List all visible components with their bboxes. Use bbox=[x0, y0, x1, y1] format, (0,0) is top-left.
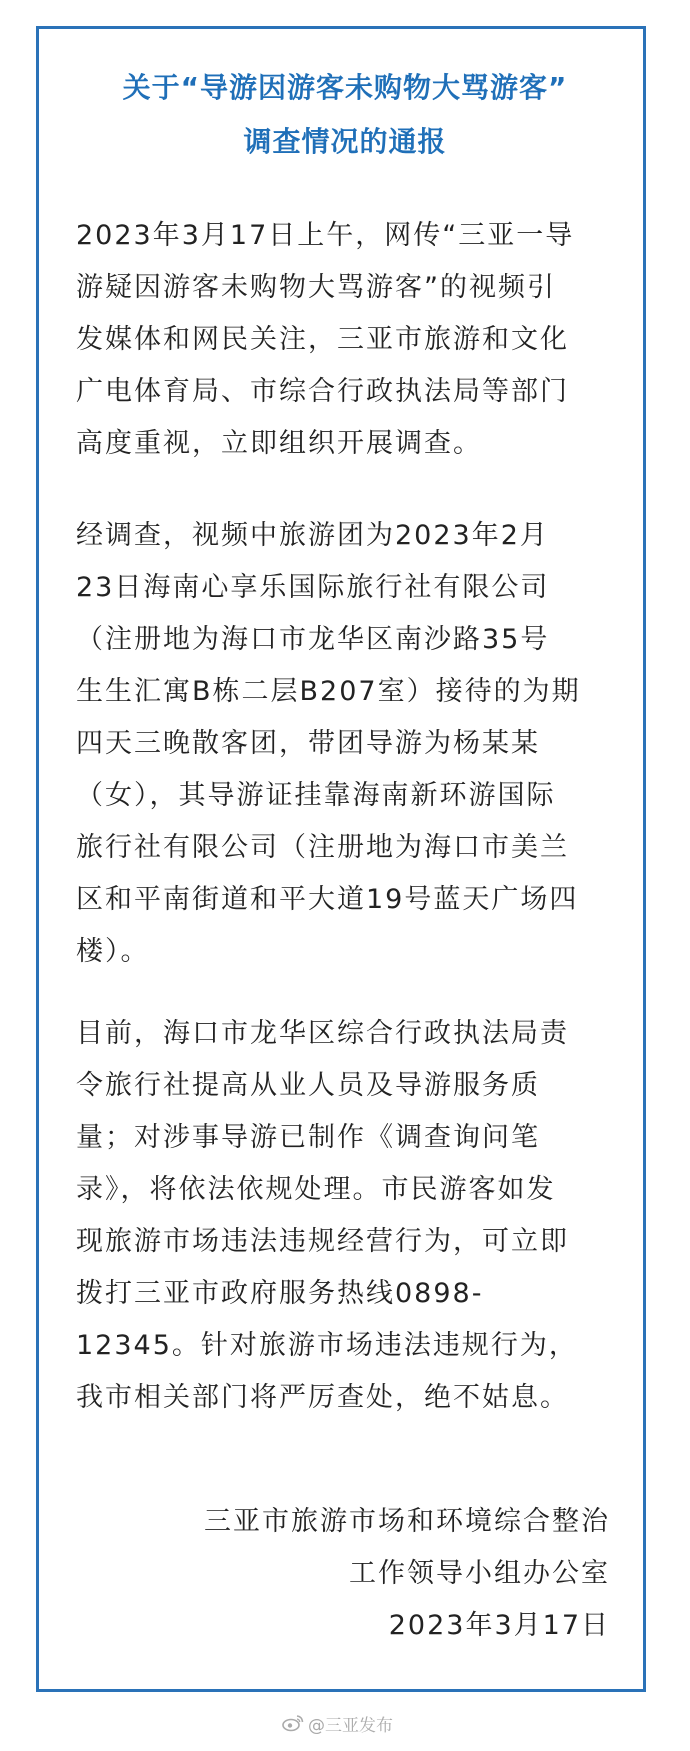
signature-org-line-2: 工作领导小组办公室 bbox=[349, 1558, 610, 1589]
paragraph-investigation bbox=[76, 510, 616, 978]
paragraph-line: 录》，将依法依规处理。市民游客如发 bbox=[76, 1174, 556, 1205]
weibo-watermark bbox=[282, 1710, 393, 1736]
paragraph-line: 我市相关部门将严厉查处，绝不姑息。 bbox=[76, 1382, 569, 1413]
paragraph-line: 量；对涉事导游已制作《调查询问笔 bbox=[76, 1122, 540, 1153]
paragraph-line: 游疑因游客未购物大骂游客”的视频引 bbox=[76, 272, 556, 303]
paragraph-line: 生生汇寓B栋二层B207室）接待的为期 bbox=[76, 676, 581, 707]
paragraph-line: （注册地为海口市龙华区南沙路35号 bbox=[76, 624, 550, 655]
paragraph-line: 12345。针对旅游市场违法违规行为， bbox=[76, 1330, 578, 1361]
weibo-icon bbox=[282, 1714, 304, 1732]
notice-title-line-2: 调查情况的通报 bbox=[243, 125, 447, 158]
paragraph-line: 令旅行社提高从业人员及导游服务质 bbox=[76, 1070, 540, 1101]
paragraph-line: 四天三晚散客团，带团导游为杨某某 bbox=[76, 728, 540, 759]
paragraph-line: 广电体育局、市综合行政执法局等部门 bbox=[76, 376, 569, 407]
paragraph-line: 经调查，视频中旅游团为2023年2月 bbox=[76, 520, 549, 551]
paragraph-line: 发媒体和网民关注，三亚市旅游和文化 bbox=[76, 324, 569, 355]
paragraph-intro bbox=[76, 210, 616, 470]
paragraph-line: 楼）。 bbox=[76, 936, 150, 967]
watermark-account-name: @三亚发布 bbox=[308, 1715, 393, 1736]
paragraph-line: （女），其导游证挂靠海南新环游国际 bbox=[76, 780, 556, 811]
paragraph-line: 现旅游市场违法违规经营行为，可立即 bbox=[76, 1226, 569, 1257]
paragraph-line: 拨打三亚市政府服务热线0898- bbox=[76, 1278, 484, 1309]
paragraph-line: 23日海南心享乐国际旅行社有限公司 bbox=[76, 572, 550, 603]
paragraph-measures bbox=[76, 1008, 616, 1424]
paragraph-line: 区和平南街道和平大道19号蓝天广场四 bbox=[76, 884, 579, 915]
signature-date: 2023年3月17日 bbox=[388, 1610, 610, 1641]
paragraph-line: 旅行社有限公司（注册地为海口市美兰 bbox=[76, 832, 569, 863]
signature-org-line-1: 三亚市旅游市场和环境综合整治 bbox=[204, 1506, 610, 1537]
paragraph-line: 高度重视，立即组织开展调查。 bbox=[76, 428, 482, 459]
paragraph-line: 目前，海口市龙华区综合行政执法局责 bbox=[76, 1018, 569, 1049]
paragraph-line: 2023年3月17日上午，网传“三亚一导 bbox=[76, 220, 575, 251]
notice-title-line-1: 关于“导游因游客未购物大骂游客” bbox=[122, 71, 568, 104]
